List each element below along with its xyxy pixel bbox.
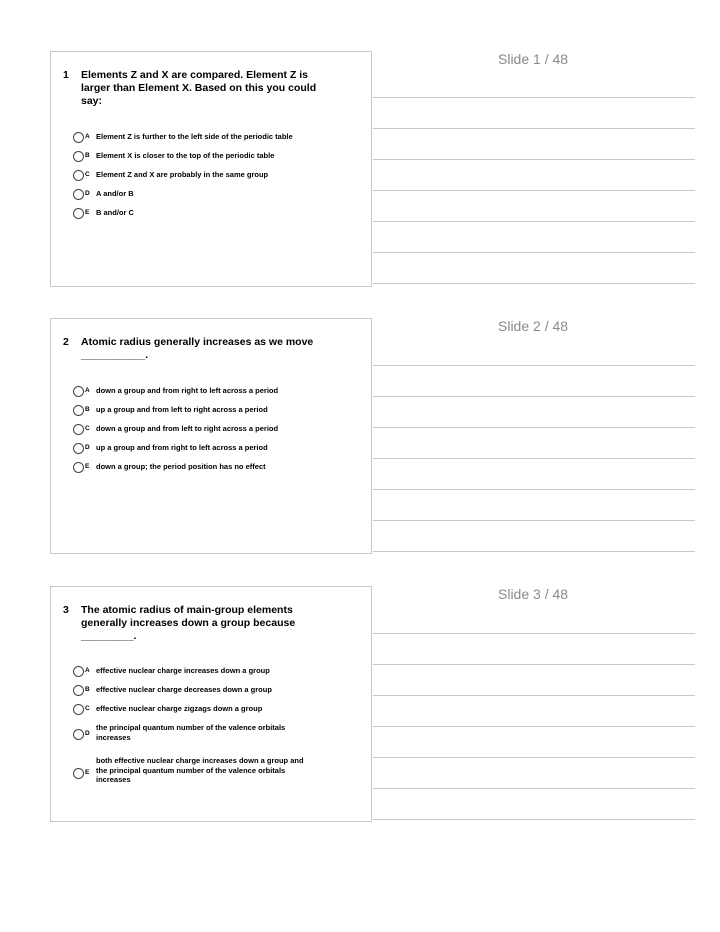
notes-line xyxy=(373,365,695,366)
notes-line xyxy=(373,726,695,727)
option-letter: A xyxy=(85,667,90,674)
option-letter: B xyxy=(85,152,90,159)
notes-line xyxy=(373,396,695,397)
option-text: A and/or B xyxy=(96,189,134,198)
option-letter: C xyxy=(85,171,90,178)
option-letter: B xyxy=(85,686,90,693)
radio-button-icon[interactable] xyxy=(73,462,84,473)
option-text: up a group and from right to left across a period xyxy=(96,443,268,452)
radio-button-icon[interactable] xyxy=(73,729,84,740)
option-text: B and/or C xyxy=(96,208,134,217)
slide-label-1: Slide 1 / 48 xyxy=(498,51,569,67)
option-text: down a group and from right to left across a period xyxy=(96,386,279,395)
option-letter: C xyxy=(85,425,90,432)
option-letter: A xyxy=(85,133,90,140)
option-text: effective nuclear charge decreases down a group xyxy=(96,685,272,694)
notes-line xyxy=(373,551,695,552)
notes-line xyxy=(373,427,695,428)
option-text: both effective nuclear charge increases down a group and the principal quantum number of the valence orbitals increases xyxy=(96,756,304,784)
radio-button-icon[interactable] xyxy=(73,189,84,200)
option-letter: E xyxy=(85,209,90,216)
option-letter: D xyxy=(85,190,90,197)
slide-label-3: Slide 3 / 48 xyxy=(498,586,569,602)
notes-line xyxy=(373,252,695,253)
slide-3 xyxy=(50,586,372,822)
question-number: 2 xyxy=(63,336,69,348)
option-letter: B xyxy=(85,406,90,413)
radio-button-icon[interactable] xyxy=(73,386,84,397)
notes-line xyxy=(373,97,695,98)
question-text: Elements Z and X are compared. Element Z is larger than Element X. Based on this you could say: xyxy=(81,69,317,107)
option-letter: D xyxy=(85,730,90,737)
option-text: up a group and from left to right across a period xyxy=(96,405,268,414)
radio-button-icon[interactable] xyxy=(73,405,84,416)
option-letter: E xyxy=(85,769,90,776)
notes-line xyxy=(373,159,695,160)
radio-button-icon[interactable] xyxy=(73,132,84,143)
notes-line xyxy=(373,221,695,222)
notes-line xyxy=(373,489,695,490)
option-text: Element Z is further to the left side of the periodic table xyxy=(96,132,293,141)
radio-button-icon[interactable] xyxy=(73,208,84,219)
radio-button-icon[interactable] xyxy=(73,666,84,677)
option-text: Element X is closer to the top of the periodic table xyxy=(96,151,275,160)
option-text: down a group and from left to right across a period xyxy=(96,424,279,433)
radio-button-icon[interactable] xyxy=(73,685,84,696)
notes-line xyxy=(373,283,695,284)
question-number: 1 xyxy=(63,69,69,81)
notes-line xyxy=(373,757,695,758)
option-text: down a group; the period position has no effect xyxy=(96,462,266,471)
notes-line xyxy=(373,190,695,191)
slide-label-2: Slide 2 / 48 xyxy=(498,318,569,334)
radio-button-icon[interactable] xyxy=(73,151,84,162)
notes-line xyxy=(373,664,695,665)
notes-line xyxy=(373,128,695,129)
option-letter: E xyxy=(85,463,90,470)
radio-button-icon[interactable] xyxy=(73,704,84,715)
option-text: effective nuclear charge zigzags down a group xyxy=(96,704,263,713)
notes-line xyxy=(373,695,695,696)
notes-line xyxy=(373,819,695,820)
radio-button-icon[interactable] xyxy=(73,443,84,454)
question-text: Atomic radius generally increases as we move ___________. xyxy=(81,336,314,361)
slide-1 xyxy=(50,51,372,287)
radio-button-icon[interactable] xyxy=(73,170,84,181)
option-text: Element Z and X are probably in the same group xyxy=(96,170,269,179)
radio-button-icon[interactable] xyxy=(73,424,84,435)
option-letter: A xyxy=(85,387,90,394)
question-number: 3 xyxy=(63,604,69,616)
radio-button-icon[interactable] xyxy=(73,768,84,779)
option-letter: D xyxy=(85,444,90,451)
option-text: the principal quantum number of the valence orbitals increases xyxy=(96,723,286,742)
notes-line xyxy=(373,520,695,521)
option-text: effective nuclear charge increases down a group xyxy=(96,666,270,675)
notes-line xyxy=(373,788,695,789)
slide-2 xyxy=(50,318,372,554)
notes-line xyxy=(373,633,695,634)
notes-line xyxy=(373,458,695,459)
question-text: The atomic radius of main-group elements generally increases down a group because _________. xyxy=(81,604,296,642)
option-letter: C xyxy=(85,705,90,712)
